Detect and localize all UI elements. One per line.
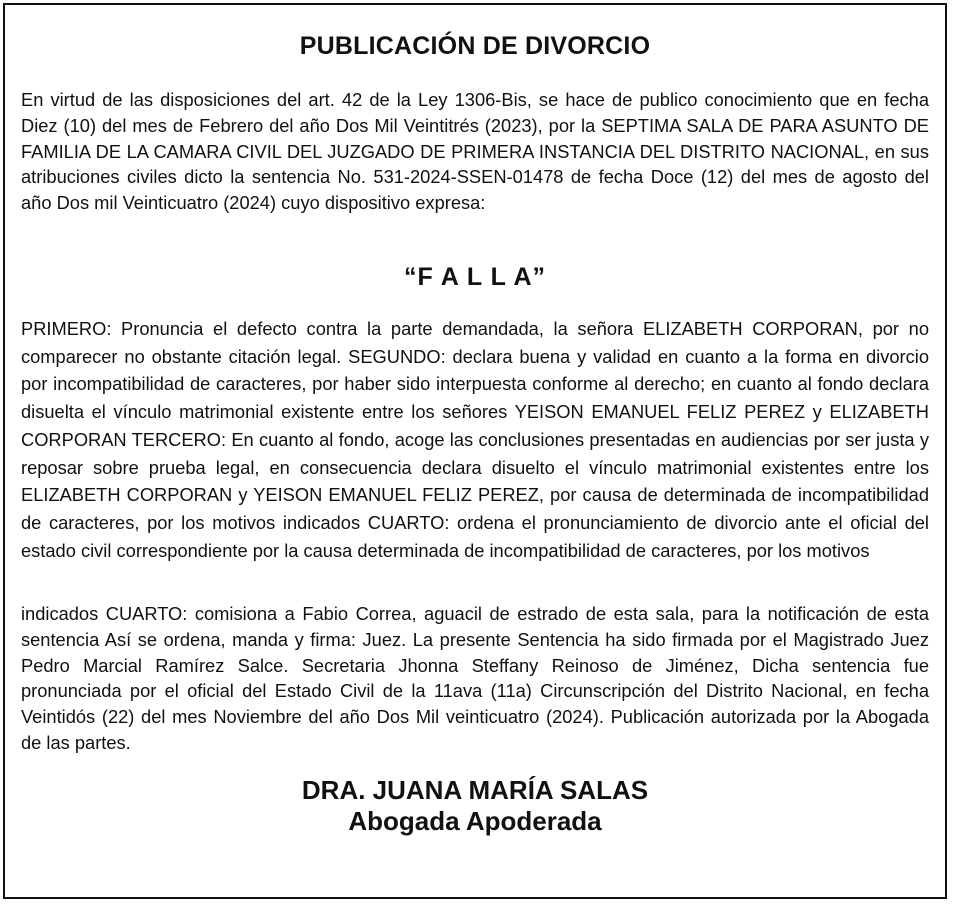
ruling-heading: “F A L L A” — [403, 263, 547, 291]
intro-paragraph: En virtud de las disposiciones del art. 42 de la Ley 1306-Bis, se hace de publico conocimiento que en fecha Diez (10) del mes de Febrero del año Dos Mil Veintitrés (2023), por la SEPTIMA SALA DE PARA ASUNTO DE FAMILIA DE LA CAMARA CIVIL DEL JUZGADO DE PRIMERA INSTANCIA DEL DISTRITO NACIONAL, en sus atribuciones civiles dicto la sentencia No. 531-2024-SSEN-01478 de fecha Doce (12) del mes de agosto del año Dos mil Veinticuatro (2024) cuyo dispositivo expresa: — [21, 89, 929, 214]
ruling-paragraph: PRIMERO: Pronuncia el defecto contra la parte demandada, la señora ELIZABETH CORPORAN, por no comparecer no obstante citación legal. SEGUNDO: declara buena y validad en cuanto a la forma en divorcio por incompatibilidad de caracteres, por haber sido interpuesta conforme al derecho; en cuanto al fondo declara disuelta el vínculo matrimonial existente entre los señores YEISON EMANUEL FELIZ PEREZ y ELIZABETH CORPORAN TERCERO: En cuanto al fondo, acoge las conclusiones presentadas en audiencias por ser justa y reposar sobre prueba legal, en consecuencia declara disuelto el vínculo matrimonial existentes entre los ELIZABETH CORPORAN y YEISON EMANUEL FELIZ PEREZ, por causa de determinada de incompatibilidad de caracteres, por los motivos indicados CUARTO: ordena el pronunciamiento de divorcio ante el oficial del estado civil correspondiente por la causa determinada de incompatibilidad de caracteres, por los motivos — [21, 318, 929, 561]
divorce-notice — [3, 3, 947, 899]
signatory-name: DRA. JUANA MARÍA SALAS — [301, 775, 649, 805]
signatory-role: Abogada Apoderada — [348, 806, 602, 836]
ruling-paragraph-continued: indicados CUARTO: comisiona a Fabio Correa, aguacil de estrado de esta sala, para la notificación de esta sentencia Así se ordena, manda y firma: Juez. La presente Sentencia ha sido firmada por el Magistrado Juez Pedro Marcial Ramírez Salce. Secretaria Jhonna Steffany Reinoso de Jiménez, Dicha sentencia fue pronunciada por el oficial del Estado Civil de la 11ava (11a) Circunscripción del Distrito Nacional, en fecha Veintidós (22) del mes Noviembre del año Dos Mil veinticuatro (2024). Publicación autorizada por la Abogada de las partes. — [21, 603, 929, 753]
notice-title: PUBLICACIÓN DE DIVORCIO — [299, 32, 651, 60]
